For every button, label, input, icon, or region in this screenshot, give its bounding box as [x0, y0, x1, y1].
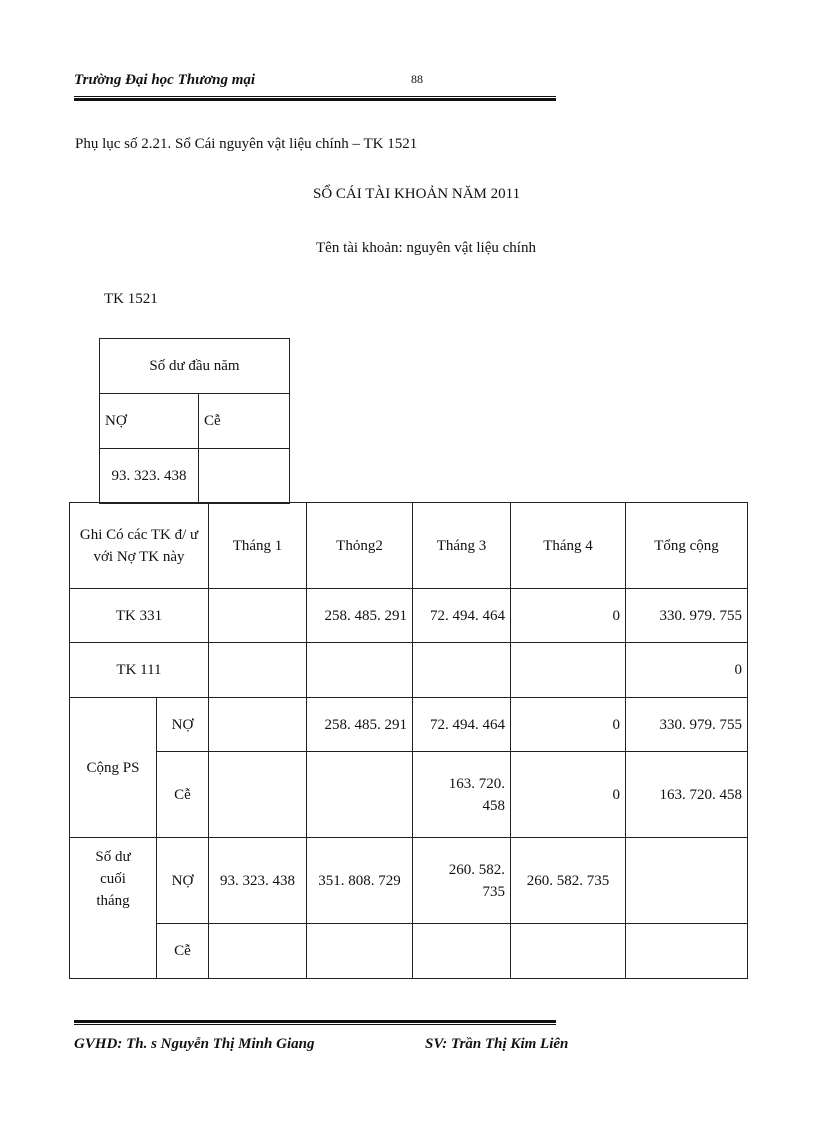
opening-credit-label: Cễ — [199, 394, 290, 449]
col-header-month-2: Thỏng2 — [307, 503, 413, 589]
table-header-row — [70, 503, 748, 589]
page-number: 88 — [411, 72, 423, 86]
col-header-total: Tổng cộng — [626, 503, 748, 589]
cell: 0 — [511, 698, 626, 752]
opening-credit-value — [199, 449, 290, 504]
row-label-cong-ps: Cộng PS — [70, 698, 157, 838]
cell — [307, 643, 413, 698]
table-row — [70, 698, 748, 752]
table-row — [70, 589, 748, 643]
cell: 0 — [511, 752, 626, 838]
page-header — [74, 68, 556, 98]
school-name: Trường Đại học Thương mại — [74, 72, 256, 88]
side-label: NỢ — [157, 838, 209, 924]
cell — [209, 752, 307, 838]
col-header-month-3: Tháng 3 — [413, 503, 511, 589]
student-name: SV: Trần Thị Kim Liên — [425, 1036, 569, 1052]
cell: 258. 485. 291 — [307, 698, 413, 752]
table-row — [70, 838, 748, 924]
cell — [626, 838, 748, 924]
opening-balance-table — [99, 338, 290, 504]
cell — [626, 924, 748, 979]
row-label-closing: Số dư cuối tháng — [70, 838, 157, 979]
appendix-title: Phụ lục số 2.21. Sổ Cái nguyên vật liệu chính – TK 1521 — [75, 136, 418, 152]
cell: 163. 720. 458 — [626, 752, 748, 838]
opening-balance-header: Số dư đầu năm — [100, 339, 290, 394]
cell: 260. 582. 735 — [413, 838, 511, 924]
cell: 163. 720. 458 — [413, 752, 511, 838]
cell — [511, 643, 626, 698]
opening-debit-value: 93. 323. 438 — [100, 449, 199, 504]
row-label: TK 111 — [70, 643, 209, 698]
cell: 0 — [626, 643, 748, 698]
cell — [209, 589, 307, 643]
ledger-table — [69, 502, 748, 979]
account-name: Tên tài khoản: nguyên vật liệu chính — [316, 240, 536, 256]
row-label: TK 331 — [70, 589, 209, 643]
col-header-month-4: Tháng 4 — [511, 503, 626, 589]
footer-rule — [74, 1020, 556, 1025]
cell — [209, 924, 307, 979]
table-row — [70, 643, 748, 698]
cell: 93. 323. 438 — [209, 838, 307, 924]
cell — [209, 643, 307, 698]
side-label: NỢ — [157, 698, 209, 752]
cell: 72. 494. 464 — [413, 589, 511, 643]
header-rule — [74, 96, 556, 101]
cell: 260. 582. 735 — [511, 838, 626, 924]
cell — [209, 698, 307, 752]
cell: 351. 808. 729 — [307, 838, 413, 924]
cell — [511, 924, 626, 979]
cell: 258. 485. 291 — [307, 589, 413, 643]
side-label: Cễ — [157, 924, 209, 979]
cell: 72. 494. 464 — [413, 698, 511, 752]
col-header-month-1: Tháng 1 — [209, 503, 307, 589]
account-code: TK 1521 — [104, 291, 158, 307]
ledger-title: SỔ CÁI TÀI KHOẢN NĂM 2011 — [313, 186, 521, 202]
cell — [307, 752, 413, 838]
advisor-name: GVHD: Th. s Nguyễn Thị Minh Giang — [74, 1036, 315, 1052]
table-row — [70, 752, 748, 838]
table-row — [70, 924, 748, 979]
cell: 330. 979. 755 — [626, 589, 748, 643]
opening-debit-label: NỢ — [100, 394, 199, 449]
col-header-account: Ghi Có các TK đ/ ư với Nợ TK này — [70, 503, 209, 589]
cell: 0 — [511, 589, 626, 643]
cell: 330. 979. 755 — [626, 698, 748, 752]
cell — [307, 924, 413, 979]
side-label: Cễ — [157, 752, 209, 838]
cell — [413, 924, 511, 979]
cell — [413, 643, 511, 698]
